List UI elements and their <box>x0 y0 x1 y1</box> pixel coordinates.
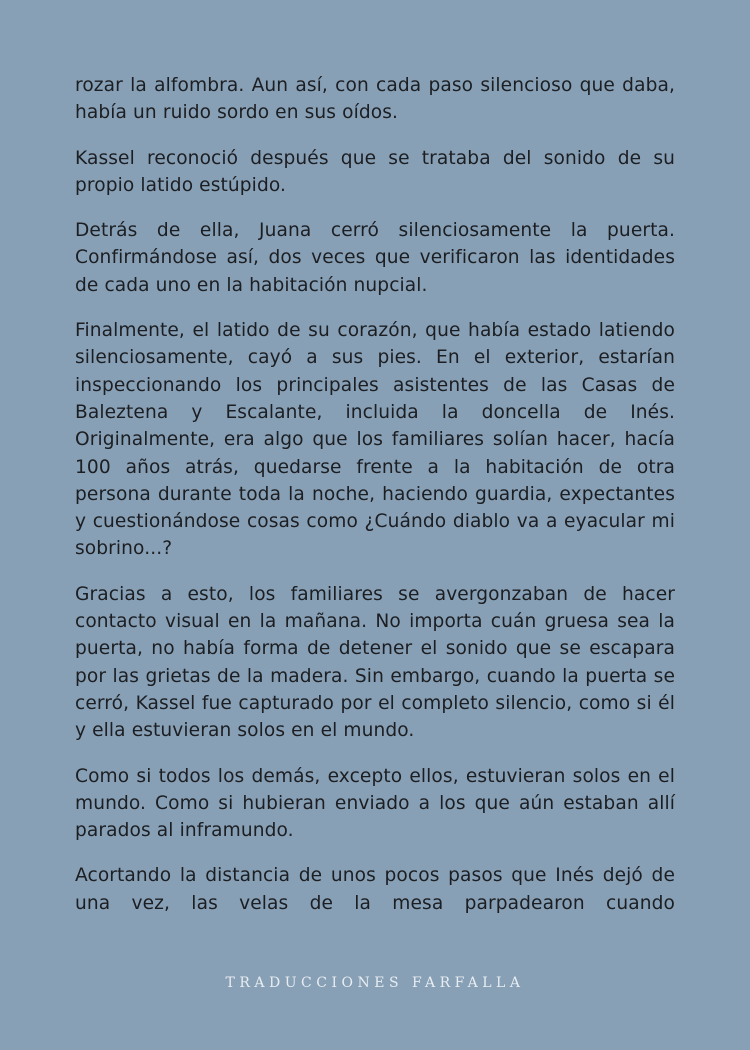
paragraph-4: Finalmente, el latido de su corazón, que había estado latiendo silenciosamente, cayó a sus pies. En el exterior, estarían inspeccionando los principales asistentes de las Casas de Baleztena y Escalante, incluida la doncella de Inés. Originalmente, era algo que los familiares solían hacer, hacía 100 años atrás, quedarse frente a la habitación de otra persona durante toda la noche, haciendo guardia, expectantes y cuestionándose cosas como ¿Cuándo diablo va a eyacular mi sobrino...? <box>75 320 675 560</box>
paragraph-7: Acortando la distancia de unos pocos pasos que Inés dejó de una vez, las velas de la mesa parpadearon cuando <box>75 865 675 914</box>
footer-credit: TRADUCCIONES FARFALLA <box>225 975 525 991</box>
paragraph-3: Detrás de ella, Juana cerró silenciosamente la puerta. Confirmándose así, dos veces que verificaron las identidades de cada uno en la habitación nupcial. <box>75 220 675 296</box>
paragraph-1: rozar la alfombra. Aun así, con cada paso silencioso que daba, había un ruido sordo en sus oídos. <box>75 75 675 124</box>
paragraph-2: Kassel reconoció después que se trataba del sonido de su propio latido estúpido. <box>75 147 675 196</box>
paragraph-5: Gracias a esto, los familiares se avergonzaban de hacer contacto visual en la mañana. No importa cuán gruesa sea la puerta, no había forma de detener el sonido que se escapara por las grietas de la madera. Sin embargo, cuando la puerta se cerró, Kassel fue capturado por el completo silencio, como si él y ella estuvieran solos en el mundo. <box>75 583 675 742</box>
paragraph-6: Como si todos los demás, excepto ellos, estuvieran solos en el mundo. Como si hubieran enviado a los que aún estaban allí parados al inframundo. <box>75 765 675 842</box>
body-text <box>75 72 675 935</box>
